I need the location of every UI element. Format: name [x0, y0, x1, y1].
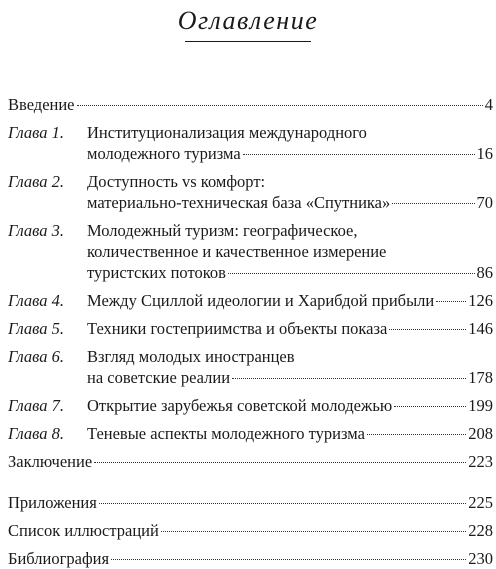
page-number: 146 — [468, 319, 493, 338]
toc-entry[interactable] — [8, 451, 493, 472]
title-underline — [185, 41, 311, 42]
entry-title-line: Институционализация международного — [87, 123, 367, 142]
dot-leader — [111, 559, 466, 560]
toc-entry[interactable] — [8, 171, 493, 213]
entry-title-line — [87, 192, 493, 213]
entry-title — [8, 94, 493, 115]
dot-leader — [392, 203, 474, 204]
page-number: 230 — [468, 549, 493, 568]
entry-title — [87, 122, 493, 164]
entry-title-text: туристских потоков — [87, 263, 226, 282]
dot-leader — [367, 434, 466, 435]
dot-leader — [243, 154, 475, 155]
entry-spacer — [8, 339, 493, 346]
page-number: 16 — [476, 144, 493, 163]
chapter-label: Глава 6. — [8, 347, 64, 366]
entry-title — [87, 318, 493, 339]
entry-title — [87, 395, 493, 416]
page-number: 4 — [484, 95, 493, 114]
entry-title-line — [87, 143, 493, 164]
entry-spacer — [8, 115, 493, 122]
entry-title-text: Теневые аспекты молодежного туризма — [87, 424, 365, 443]
chapter-label: Глава 1. — [8, 123, 64, 142]
dot-leader — [94, 462, 466, 463]
entry-title-line — [8, 94, 493, 115]
entry-title-line — [87, 395, 493, 416]
entry-title-line: Взгляд молодых иностранцев — [87, 347, 295, 366]
entry-title-line — [87, 318, 493, 339]
entry-title-line: количественное и качественное измерение — [87, 242, 387, 261]
page-number: 208 — [468, 424, 493, 443]
toc-entry[interactable] — [8, 423, 493, 444]
toc-entry[interactable] — [8, 395, 493, 416]
page-number: 126 — [468, 291, 493, 310]
entry-spacer — [8, 164, 493, 171]
entry-spacer — [8, 416, 493, 423]
entry-title-line — [8, 492, 493, 513]
dot-leader — [232, 378, 466, 379]
entry-title-line — [8, 451, 493, 472]
entry-title-text: молодежного туризма — [87, 144, 241, 163]
page-number: 70 — [476, 193, 493, 212]
entry-spacer — [8, 388, 493, 395]
entry-title-text: Библиография — [8, 549, 110, 568]
entry-title-text: материально-техническая база «Спутника» — [87, 193, 391, 212]
page-number: 178 — [468, 368, 493, 387]
entry-title — [87, 220, 493, 283]
entry-title-line — [87, 367, 493, 388]
page-number: 223 — [468, 452, 493, 471]
dot-leader — [389, 329, 466, 330]
entry-spacer — [8, 283, 493, 290]
entry-title — [87, 290, 493, 311]
toc-entry[interactable] — [8, 548, 493, 569]
entry-title-text: Приложения — [8, 493, 97, 512]
entry-title-line — [8, 548, 493, 569]
dot-leader — [161, 531, 466, 532]
entry-title-line — [8, 520, 493, 541]
entry-title — [8, 548, 493, 569]
entry-title-text: Введение — [8, 95, 75, 114]
page-number: 225 — [468, 493, 493, 512]
entry-spacer — [8, 472, 493, 492]
chapter-label: Глава 3. — [8, 221, 64, 240]
entry-title-text: Между Сциллой идеологии и Харибдой прибыли — [87, 291, 435, 310]
entry-title-line: Доступность vs комфорт: — [87, 172, 266, 191]
page-number: 199 — [468, 396, 493, 415]
dot-leader — [77, 105, 483, 106]
toc-entry[interactable] — [8, 520, 493, 541]
dot-leader — [228, 273, 475, 274]
entry-title-line — [87, 290, 493, 311]
chapter-label: Глава 4. — [8, 291, 64, 310]
entry-title — [87, 346, 493, 388]
chapter-label: Глава 7. — [8, 396, 64, 415]
chapter-label: Глава 5. — [8, 319, 64, 338]
entry-title-text: Открытие зарубежья советской молодежью — [87, 396, 393, 415]
entry-spacer — [8, 213, 493, 220]
dot-leader — [99, 503, 466, 504]
entry-title-text: на советские реалии — [87, 368, 231, 387]
page-number: 228 — [468, 521, 493, 540]
toc-entry[interactable] — [8, 290, 493, 311]
entry-spacer — [8, 444, 493, 451]
toc-entry[interactable] — [8, 318, 493, 339]
chapter-label: Глава 2. — [8, 172, 64, 191]
toc-entry[interactable] — [8, 220, 493, 283]
entry-spacer — [8, 311, 493, 318]
entry-title — [87, 171, 493, 213]
entry-title-text: Техники гостеприимства и объекты показа — [87, 319, 388, 338]
chapter-label: Глава 8. — [8, 424, 64, 443]
entry-title — [8, 492, 493, 513]
entry-title-line — [87, 262, 493, 283]
entry-title-text: Список иллюстраций — [8, 521, 159, 540]
toc-entry[interactable] — [8, 122, 493, 164]
toc-entry[interactable] — [8, 346, 493, 388]
entry-title — [87, 423, 493, 444]
entry-title-line: Молодежный туризм: географическое, — [87, 221, 358, 240]
entry-title-text: Заключение — [8, 452, 93, 471]
dot-leader — [394, 406, 466, 407]
toc-entry[interactable] — [8, 94, 493, 115]
toc-entry[interactable] — [8, 492, 493, 513]
entry-spacer — [8, 513, 493, 520]
table-of-contents — [8, 94, 493, 569]
dot-leader — [436, 301, 466, 302]
entry-title — [8, 520, 493, 541]
toc-title: Оглавление — [177, 6, 319, 35]
entry-title — [8, 451, 493, 472]
page-number: 86 — [476, 263, 493, 282]
entry-spacer — [8, 541, 493, 548]
entry-title-line — [87, 423, 493, 444]
